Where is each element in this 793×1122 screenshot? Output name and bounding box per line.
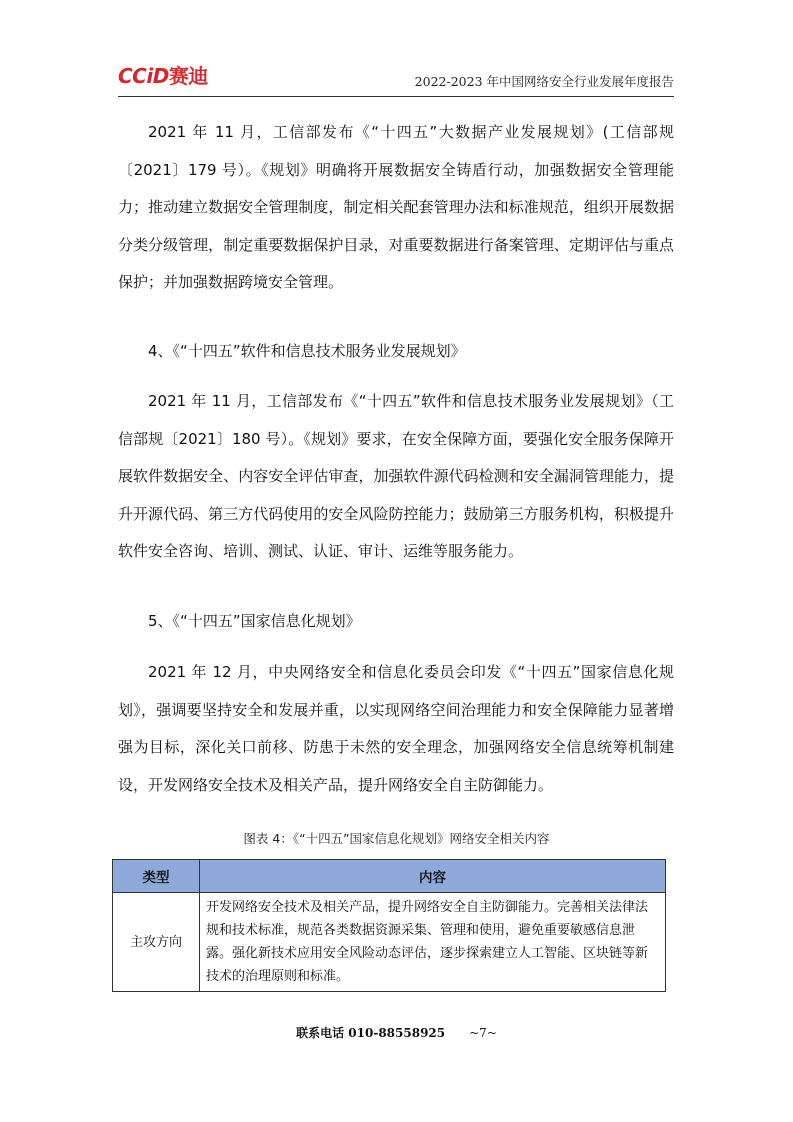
- page-header: [118, 56, 674, 100]
- paragraph-software-plan: [118, 383, 674, 571]
- column-header-content: 内容: [200, 860, 666, 893]
- page-footer: [0, 1024, 793, 1041]
- paragraph-big-data-plan: [118, 114, 674, 302]
- cell-type: 主攻方向: [113, 893, 200, 992]
- contact-phone: 联系电话 010-88558925: [296, 1026, 446, 1040]
- table-caption: 图表 4：《“十四五”国家信息化规划》网络安全相关内容: [243, 831, 550, 846]
- paragraph-text: 2021 年 11 月，工信部发布《“十四五”大数据产业发展规划》(工信部规〔2021〕179 号）。《规划》明确将开展数据安全铸盾行动，加强数据安全管理能力；推动建立数据安全管理制度，制定相关配套管理办法和标准规范，组织开展数据分类分级管理，制定重要数据保护目录，对重要数据进行备案管理、定期评估与重点保护；并加强数据跨境安全管理。: [118, 123, 674, 291]
- paragraph-informatization-plan: [118, 654, 674, 804]
- column-header-type: 类型: [113, 860, 200, 893]
- header-divider: [118, 96, 674, 97]
- table-header-row: [113, 860, 666, 893]
- section-heading-informatization-plan: 5、《“十四五”国家信息化规划》: [148, 612, 361, 630]
- logo-cn: 赛迪: [168, 64, 208, 88]
- security-content-table: [112, 859, 666, 992]
- report-title: 2022-2023 年中国网络安全行业发展年度报告: [414, 74, 674, 89]
- table-row: [113, 893, 666, 992]
- section-heading-software-plan: 4、《“十四五”软件和信息技术服务业发展规划》: [148, 342, 466, 360]
- page-number: ~7~: [469, 1026, 497, 1040]
- logo-latin: CCiD: [118, 64, 169, 88]
- ccid-logo: [118, 60, 208, 89]
- cell-content: 开发网络安全技术及相关产品，提升网络安全自主防御能力。完善相关法律法规和技术标准，规范各类数据资源采集、管理和使用，避免重要敏感信息泄露。强化新技术应用安全风险动态评估，逐步探索建立人工智能、区块链等新技术的治理原则和标准。: [200, 893, 666, 992]
- paragraph-text: 2021 年 12 月，中央网络安全和信息化委员会印发《“十四五”国家信息化规划》，强调要坚持安全和发展并重，以实现网络空间治理能力和安全保障能力显著增强为目标，深化关口前移、防患于未然的安全理念，加强网络安全信息统筹机制建设，开发网络安全技术及相关产品，提升网络安全自主防御能力。: [118, 663, 674, 794]
- paragraph-text: 2021 年 11 月，工信部发布《“十四五”软件和信息技术服务业发展规划》（工信部规〔2021〕180 号）。《规划》要求，在安全保障方面，要强化安全服务保障开展软件数据安全、内容安全评估审查，加强软件源代码检测和安全漏洞管理能力，提升开源代码、第三方代码使用的安全风险防控能力；鼓励第三方服务机构，积极提升软件安全咨询、培训、测试、认证、审计、运维等服务能力。: [118, 392, 674, 560]
